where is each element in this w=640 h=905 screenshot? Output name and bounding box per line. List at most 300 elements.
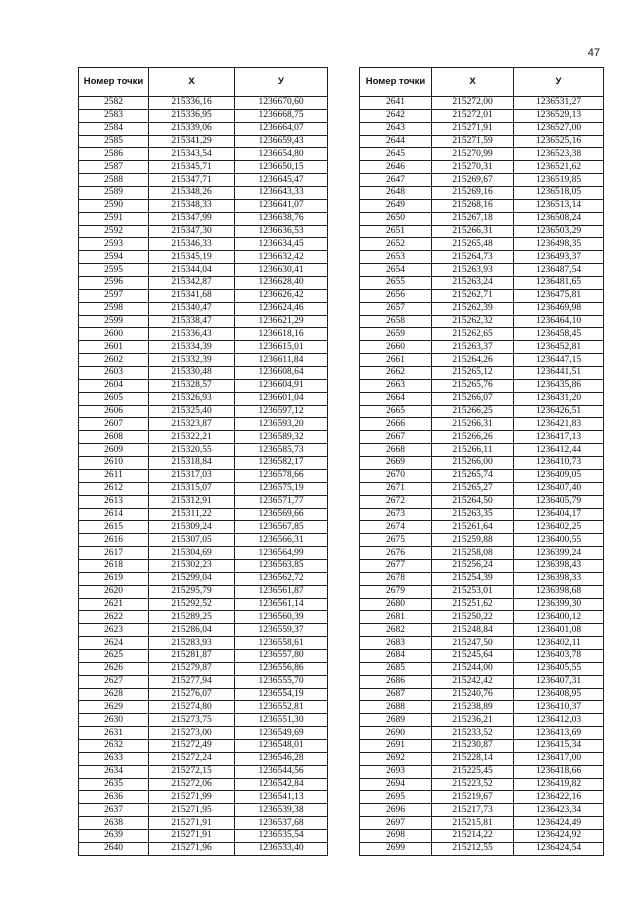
cell-y: 1236508,24 (514, 212, 604, 225)
table-row (360, 547, 604, 560)
cell-point-number: 2638 (79, 817, 149, 830)
cell-point-number: 2635 (79, 778, 149, 791)
cell-y: 1236611,84 (235, 354, 328, 367)
header-point-number: Номер точки (360, 68, 432, 97)
cell-x: 215266,07 (432, 392, 514, 405)
cell-y: 1236399,30 (514, 598, 604, 611)
cell-point-number: 2625 (79, 649, 149, 662)
cell-point-number: 2688 (360, 701, 432, 714)
table-row (79, 547, 328, 560)
table-row (79, 212, 328, 225)
table-row (360, 778, 604, 791)
cell-point-number: 2644 (360, 135, 432, 148)
cell-x: 215256,24 (432, 559, 514, 572)
cell-point-number: 2630 (79, 714, 149, 727)
cell-point-number: 2647 (360, 174, 432, 187)
cell-point-number: 2674 (360, 521, 432, 534)
table-row (360, 225, 604, 238)
table-row (360, 444, 604, 457)
cell-x: 215272,01 (432, 109, 514, 122)
cell-y: 1236636,53 (235, 225, 328, 238)
page-number: 47 (587, 47, 600, 59)
cell-x: 215266,00 (432, 457, 514, 470)
cell-y: 1236544,56 (235, 765, 328, 778)
cell-y: 1236523,38 (514, 148, 604, 161)
table-row (79, 482, 328, 495)
cell-point-number: 2582 (79, 97, 149, 110)
table-row (79, 392, 328, 405)
cell-x: 215270,99 (432, 148, 514, 161)
cell-y: 1236417,00 (514, 752, 604, 765)
cell-x: 215273,75 (149, 714, 235, 727)
cell-x: 215271,95 (149, 804, 235, 817)
cell-y: 1236569,66 (235, 508, 328, 521)
cell-point-number: 2696 (360, 804, 432, 817)
table-row (79, 842, 328, 855)
cell-x: 215277,94 (149, 675, 235, 688)
cell-y: 1236542,84 (235, 778, 328, 791)
cell-y: 1236422,16 (514, 791, 604, 804)
cell-x: 215263,37 (432, 341, 514, 354)
cell-point-number: 2669 (360, 457, 432, 470)
table-row (360, 199, 604, 212)
table-row (360, 212, 604, 225)
table-row (360, 469, 604, 482)
table-row (79, 585, 328, 598)
cell-y: 1236641,07 (235, 199, 328, 212)
cell-y: 1236539,38 (235, 804, 328, 817)
cell-y: 1236548,01 (235, 739, 328, 752)
cell-y: 1236426,51 (514, 405, 604, 418)
header-x: X (149, 68, 235, 97)
cell-y: 1236546,28 (235, 752, 328, 765)
cell-point-number: 2684 (360, 649, 432, 662)
table-row (79, 367, 328, 380)
table-row (79, 611, 328, 624)
table-row (360, 817, 604, 830)
table-row (79, 225, 328, 238)
table-row (79, 817, 328, 830)
cell-x: 215245,64 (432, 649, 514, 662)
cell-y: 1236621,29 (235, 315, 328, 328)
cell-x: 215269,16 (432, 187, 514, 200)
cell-point-number: 2655 (360, 277, 432, 290)
cell-point-number: 2670 (360, 469, 432, 482)
table-row (79, 688, 328, 701)
cell-x: 215348,33 (149, 199, 235, 212)
cell-y: 1236552,81 (235, 701, 328, 714)
table-row (360, 624, 604, 637)
cell-point-number: 2602 (79, 354, 149, 367)
table-row (79, 598, 328, 611)
cell-y: 1236410,37 (514, 701, 604, 714)
table-row (360, 752, 604, 765)
cell-point-number: 2628 (79, 688, 149, 701)
cell-point-number: 2629 (79, 701, 149, 714)
table-row (79, 379, 328, 392)
cell-y: 1236525,16 (514, 135, 604, 148)
cell-point-number: 2646 (360, 161, 432, 174)
cell-y: 1236487,54 (514, 264, 604, 277)
cell-y: 1236493,37 (514, 251, 604, 264)
cell-x: 215240,76 (432, 688, 514, 701)
cell-x: 215339,06 (149, 122, 235, 135)
table-row (79, 135, 328, 148)
cell-x: 215263,93 (432, 264, 514, 277)
cell-point-number: 2616 (79, 534, 149, 547)
cell-y: 1236643,33 (235, 187, 328, 200)
cell-x: 215272,15 (149, 765, 235, 778)
cell-y: 1236566,31 (235, 534, 328, 547)
cell-x: 215264,26 (432, 354, 514, 367)
cell-point-number: 2604 (79, 379, 149, 392)
cell-point-number: 2645 (360, 148, 432, 161)
table-row (79, 701, 328, 714)
cell-point-number: 2677 (360, 559, 432, 572)
table-row (79, 174, 328, 187)
cell-point-number: 2589 (79, 187, 149, 200)
cell-x: 215265,12 (432, 367, 514, 380)
cell-point-number: 2682 (360, 624, 432, 637)
cell-point-number: 2692 (360, 752, 432, 765)
table-row (360, 122, 604, 135)
cell-x: 215270,31 (432, 161, 514, 174)
cell-y: 1236402,11 (514, 637, 604, 650)
cell-x: 215341,68 (149, 289, 235, 302)
cell-x: 215264,50 (432, 495, 514, 508)
table-row (79, 341, 328, 354)
cell-x: 215269,67 (432, 174, 514, 187)
cell-y: 1236563,85 (235, 559, 328, 572)
cell-y: 1236398,33 (514, 572, 604, 585)
cell-x: 215347,71 (149, 174, 235, 187)
cell-y: 1236408,95 (514, 688, 604, 701)
cell-y: 1236628,40 (235, 277, 328, 290)
cell-x: 215336,43 (149, 328, 235, 341)
cell-y: 1236549,69 (235, 727, 328, 740)
cell-x: 215332,39 (149, 354, 235, 367)
cell-x: 215317,03 (149, 469, 235, 482)
cell-y: 1236399,24 (514, 547, 604, 560)
cell-x: 215272,06 (149, 778, 235, 791)
cell-point-number: 2659 (360, 328, 432, 341)
cell-y: 1236529,13 (514, 109, 604, 122)
cell-x: 215265,74 (432, 469, 514, 482)
table-row (360, 289, 604, 302)
cell-x: 215276,07 (149, 688, 235, 701)
cell-x: 215343,54 (149, 148, 235, 161)
cell-x: 215271,91 (149, 817, 235, 830)
table-row (360, 392, 604, 405)
table-row (79, 277, 328, 290)
table-row (79, 739, 328, 752)
cell-x: 215323,87 (149, 418, 235, 431)
cell-x: 215289,25 (149, 611, 235, 624)
table-row (360, 418, 604, 431)
cell-point-number: 2668 (360, 444, 432, 457)
table-row (360, 97, 604, 110)
cell-point-number: 2584 (79, 122, 149, 135)
cell-point-number: 2596 (79, 277, 149, 290)
cell-y: 1236498,35 (514, 238, 604, 251)
cell-x: 215242,42 (432, 675, 514, 688)
cell-x: 215262,71 (432, 289, 514, 302)
cell-y: 1236519,85 (514, 174, 604, 187)
cell-y: 1236421,83 (514, 418, 604, 431)
cell-x: 215262,39 (432, 302, 514, 315)
cell-x: 215271,59 (432, 135, 514, 148)
cell-y: 1236557,80 (235, 649, 328, 662)
cell-y: 1236417,13 (514, 431, 604, 444)
cell-point-number: 2593 (79, 238, 149, 251)
cell-point-number: 2685 (360, 662, 432, 675)
table-row (360, 277, 604, 290)
cell-point-number: 2641 (360, 97, 432, 110)
cell-x: 215233,52 (432, 727, 514, 740)
cell-x: 215230,87 (432, 739, 514, 752)
cell-point-number: 2695 (360, 791, 432, 804)
cell-point-number: 2615 (79, 521, 149, 534)
cell-y: 1236435,86 (514, 379, 604, 392)
cell-point-number: 2620 (79, 585, 149, 598)
cell-y: 1236503,29 (514, 225, 604, 238)
table-row (79, 251, 328, 264)
table-row (360, 791, 604, 804)
cell-point-number: 2605 (79, 392, 149, 405)
table-row (79, 199, 328, 212)
table-row (360, 688, 604, 701)
cell-point-number: 2607 (79, 418, 149, 431)
table-row (360, 495, 604, 508)
table-row (360, 701, 604, 714)
cell-x: 215344,04 (149, 264, 235, 277)
cell-y: 1236401,08 (514, 624, 604, 637)
cell-point-number: 2642 (360, 109, 432, 122)
table-row (79, 714, 328, 727)
cell-point-number: 2699 (360, 842, 432, 855)
cell-x: 215266,31 (432, 225, 514, 238)
cell-x: 215247,50 (432, 637, 514, 650)
cell-x: 215253,01 (432, 585, 514, 598)
cell-point-number: 2609 (79, 444, 149, 457)
cell-y: 1236618,16 (235, 328, 328, 341)
cell-y: 1236571,77 (235, 495, 328, 508)
cell-point-number: 2592 (79, 225, 149, 238)
table-row (79, 752, 328, 765)
cell-point-number: 2681 (360, 611, 432, 624)
cell-point-number: 2591 (79, 212, 149, 225)
cell-point-number: 2697 (360, 817, 432, 830)
table-row (79, 122, 328, 135)
cell-x: 215345,19 (149, 251, 235, 264)
cell-y: 1236400,12 (514, 611, 604, 624)
cell-point-number: 2667 (360, 431, 432, 444)
cell-y: 1236418,66 (514, 765, 604, 778)
cell-point-number: 2610 (79, 457, 149, 470)
table-row (360, 148, 604, 161)
table-row (360, 572, 604, 585)
cell-x: 215223,52 (432, 778, 514, 791)
cell-point-number: 2687 (360, 688, 432, 701)
cell-y: 1236527,00 (514, 122, 604, 135)
cell-point-number: 2672 (360, 495, 432, 508)
cell-y: 1236398,68 (514, 585, 604, 598)
table-row (79, 534, 328, 547)
cell-point-number: 2666 (360, 418, 432, 431)
table-row (360, 341, 604, 354)
table-row (360, 187, 604, 200)
cell-point-number: 2587 (79, 161, 149, 174)
cell-x: 215265,76 (432, 379, 514, 392)
cell-point-number: 2590 (79, 199, 149, 212)
cell-point-number: 2656 (360, 289, 432, 302)
cell-x: 215302,23 (149, 559, 235, 572)
cell-x: 215307,05 (149, 534, 235, 547)
table-row (79, 238, 328, 251)
cell-x: 215248,84 (432, 624, 514, 637)
cell-y: 1236615,01 (235, 341, 328, 354)
cell-x: 215266,25 (432, 405, 514, 418)
table-row (79, 559, 328, 572)
cell-point-number: 2621 (79, 598, 149, 611)
table-row (79, 495, 328, 508)
cell-point-number: 2603 (79, 367, 149, 380)
cell-point-number: 2614 (79, 508, 149, 521)
table-row (360, 804, 604, 817)
cell-x: 215268,16 (432, 199, 514, 212)
cell-y: 1236458,45 (514, 328, 604, 341)
table-row (79, 662, 328, 675)
cell-x: 215250,22 (432, 611, 514, 624)
table-row (360, 649, 604, 662)
cell-point-number: 2690 (360, 727, 432, 740)
cell-x: 215325,40 (149, 405, 235, 418)
cell-x: 215261,64 (432, 521, 514, 534)
table-row (79, 508, 328, 521)
table-row (360, 354, 604, 367)
cell-x: 215271,91 (432, 122, 514, 135)
table-row (79, 328, 328, 341)
table-row (360, 534, 604, 547)
table-row (360, 521, 604, 534)
table-row (79, 804, 328, 817)
cell-point-number: 2601 (79, 341, 149, 354)
cell-y: 1236578,66 (235, 469, 328, 482)
table-row (360, 431, 604, 444)
cell-x: 215328,57 (149, 379, 235, 392)
cell-x: 215266,26 (432, 431, 514, 444)
cell-point-number: 2650 (360, 212, 432, 225)
cell-y: 1236405,79 (514, 495, 604, 508)
cell-point-number: 2652 (360, 238, 432, 251)
cell-point-number: 2613 (79, 495, 149, 508)
cell-point-number: 2673 (360, 508, 432, 521)
table-row (360, 739, 604, 752)
table-row (360, 174, 604, 187)
cell-y: 1236634,45 (235, 238, 328, 251)
cell-x: 215265,48 (432, 238, 514, 251)
cell-y: 1236447,15 (514, 354, 604, 367)
cell-y: 1236409,05 (514, 469, 604, 482)
cell-x: 215225,45 (432, 765, 514, 778)
cell-y: 1236562,72 (235, 572, 328, 585)
cell-point-number: 2675 (360, 534, 432, 547)
cell-point-number: 2639 (79, 829, 149, 842)
cell-y: 1236638,76 (235, 212, 328, 225)
table-row (360, 585, 604, 598)
cell-point-number: 2693 (360, 765, 432, 778)
cell-x: 215347,30 (149, 225, 235, 238)
table-row (360, 675, 604, 688)
cell-y: 1236589,32 (235, 431, 328, 444)
cell-x: 215266,31 (432, 418, 514, 431)
cell-y: 1236582,17 (235, 457, 328, 470)
table-row (79, 521, 328, 534)
cell-point-number: 2617 (79, 547, 149, 560)
cell-y: 1236412,44 (514, 444, 604, 457)
cell-x: 215338,47 (149, 315, 235, 328)
cell-y: 1236541,13 (235, 791, 328, 804)
cell-y: 1236518,05 (514, 187, 604, 200)
header-y: У (514, 68, 604, 97)
cell-x: 215214,22 (432, 829, 514, 842)
cell-y: 1236513,14 (514, 199, 604, 212)
cell-point-number: 2678 (360, 572, 432, 585)
cell-point-number: 2588 (79, 174, 149, 187)
table-row (79, 829, 328, 842)
coordinates-table-left (78, 67, 328, 856)
cell-y: 1236556,86 (235, 662, 328, 675)
cell-point-number: 2683 (360, 637, 432, 650)
cell-point-number: 2658 (360, 315, 432, 328)
cell-y: 1236407,31 (514, 675, 604, 688)
cell-point-number: 2648 (360, 187, 432, 200)
cell-x: 215299,04 (149, 572, 235, 585)
cell-y: 1236560,39 (235, 611, 328, 624)
cell-point-number: 2598 (79, 302, 149, 315)
table-row (79, 97, 328, 110)
cell-point-number: 2608 (79, 431, 149, 444)
cell-x: 215266,11 (432, 444, 514, 457)
table-row (360, 109, 604, 122)
cell-point-number: 2624 (79, 637, 149, 650)
cell-y: 1236608,64 (235, 367, 328, 380)
cell-y: 1236481,65 (514, 277, 604, 290)
cell-y: 1236398,43 (514, 559, 604, 572)
header-y: У (235, 68, 328, 97)
cell-point-number: 2595 (79, 264, 149, 277)
table-row (79, 289, 328, 302)
cell-x: 215217,73 (432, 804, 514, 817)
table-row (360, 251, 604, 264)
cell-y: 1236551,30 (235, 714, 328, 727)
cell-y: 1236630,41 (235, 264, 328, 277)
cell-y: 1236659,43 (235, 135, 328, 148)
cell-x: 215219,67 (432, 791, 514, 804)
cell-x: 215346,33 (149, 238, 235, 251)
cell-x: 215292,52 (149, 598, 235, 611)
table-row (360, 662, 604, 675)
cell-point-number: 2600 (79, 328, 149, 341)
table-row (360, 842, 604, 855)
cell-point-number: 2679 (360, 585, 432, 598)
cell-y: 1236575,19 (235, 482, 328, 495)
cell-point-number: 2680 (360, 598, 432, 611)
cell-x: 215228,14 (432, 752, 514, 765)
cell-x: 215254,39 (432, 572, 514, 585)
table-row (360, 829, 604, 842)
cell-y: 1236413,69 (514, 727, 604, 740)
